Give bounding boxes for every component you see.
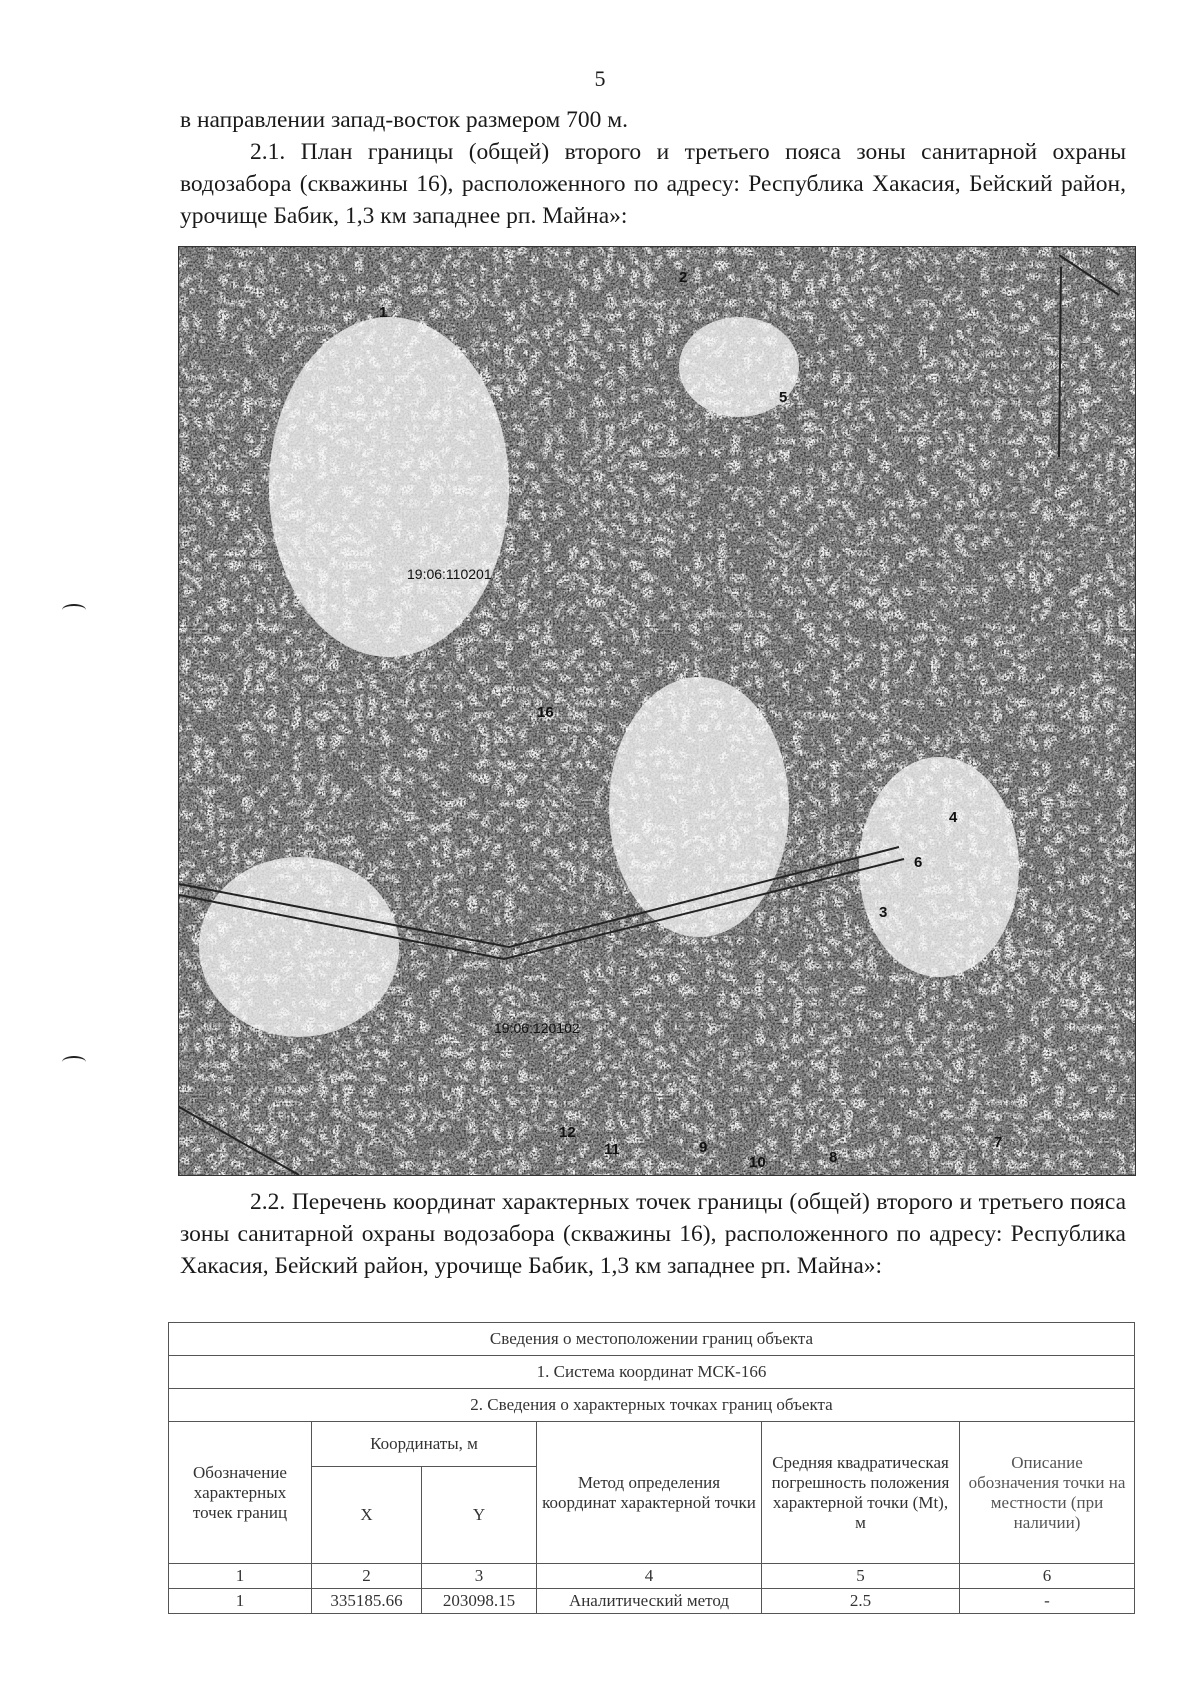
column-number: 5: [762, 1564, 960, 1589]
paragraph-section-2-1: 2.1. План границы (общей) второго и третьего пояса зоны санитарной охраны водозабора (скважины 16), расположенного по адресу: Республика Хакасия, Бейский район, урочище Бабик, 1,3 км западнее рп. Майна»:: [180, 139, 1126, 229]
point-label: 7: [994, 1134, 1003, 1151]
table-section-2: 2. Сведения о характерных точках границ объекта: [169, 1389, 1135, 1422]
header-error: Средняя квадратическая погрешность положения характерной точки (Mt), м: [762, 1422, 960, 1564]
point-label: 5: [779, 389, 788, 406]
cell-description: -: [960, 1589, 1135, 1614]
column-number: 4: [537, 1564, 762, 1589]
cell-method: Аналитический метод: [537, 1589, 762, 1614]
column-number-row: [169, 1564, 1135, 1589]
coordinates-table: [168, 1322, 1135, 1614]
point-label: 3: [879, 904, 888, 921]
cell-point: 1: [169, 1589, 312, 1614]
cell-x: 335185.66: [312, 1589, 422, 1614]
header-method: Метод определения координат характерной точки: [537, 1422, 762, 1564]
point-label: 4: [949, 809, 958, 826]
page-number: 5: [594, 66, 606, 91]
cadastral-label: 19:06:110201: [407, 566, 492, 582]
cell-y: 203098.15: [422, 1589, 537, 1614]
table-section-1: 1. Система координат МСК-166: [169, 1356, 1135, 1389]
point-label: 1: [379, 304, 388, 321]
margin-mark: [62, 1056, 86, 1068]
margin-mark: [62, 604, 86, 616]
paragraph-section-2-2: 2.2. Перечень координат характерных точек границы (общей) второго и третьего пояса зоны санитарной охраны водозабора (скважины 16), расположенного по адресу: Республика Хакасия, Бейский район, урочище Бабик, 1,3 км западнее рп. Майна»:: [180, 1189, 1126, 1279]
column-number: 3: [422, 1564, 537, 1589]
header-x: X: [312, 1467, 422, 1564]
point-label: 11: [604, 1141, 620, 1158]
map-image: [179, 247, 1135, 1175]
point-label: 6: [914, 854, 923, 871]
table-title: Сведения о местоположении границ объекта: [169, 1323, 1135, 1356]
point-label: 10: [749, 1154, 766, 1171]
header-designation: Обозначение характерных точек границ: [169, 1422, 312, 1564]
header-y: Y: [422, 1467, 537, 1564]
point-label: 16: [537, 704, 554, 721]
cadastral-label: 19:06:120102: [494, 1020, 580, 1036]
point-label: 9: [699, 1139, 708, 1156]
header-description: Описание обозначения точки на местности (при наличии): [960, 1422, 1135, 1564]
column-number: 6: [960, 1564, 1135, 1589]
point-label: 12: [559, 1124, 576, 1141]
column-number: 2: [312, 1564, 422, 1589]
boundary-map: [178, 246, 1136, 1176]
column-number: 1: [169, 1564, 312, 1589]
header-coordinates: Координаты, м: [312, 1422, 537, 1467]
cell-error: 2.5: [762, 1589, 960, 1614]
point-label: 8: [829, 1149, 838, 1166]
point-label: 2: [679, 269, 688, 286]
table-row: [169, 1589, 1135, 1614]
paragraph-continued: в направлении запад-восток размером 700 м.: [180, 107, 628, 133]
